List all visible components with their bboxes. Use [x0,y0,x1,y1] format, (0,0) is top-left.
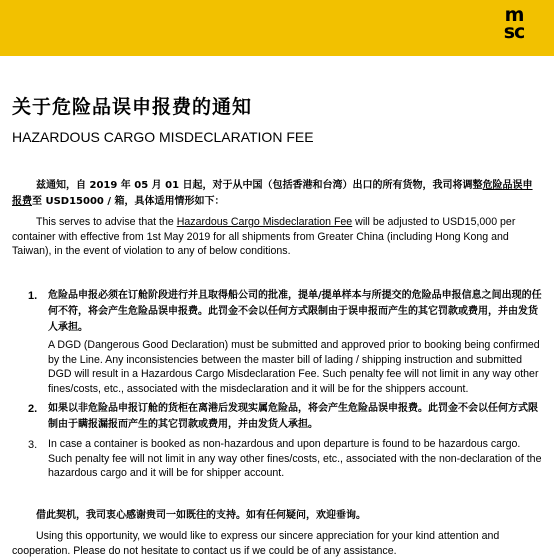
msc-logo: m sc [503,4,525,43]
item-1-english: A DGD (Dangerous Good Declaration) must be submitted and approved prior to booking being confirmed by the Line. Any inconsistencies between the master bill of lading / shipping instruction and submitted DGD will result in a Hazardous Cargo Misdeclaration Fee. Such penalty fee will not limit in any way other fines/costs, etc., associated with the misdeclaration and it will be for the shippers account. [48,339,540,395]
intro-paragraph-english: This serves to advise that the Hazardous Cargo Misdeclaration Fee will be adjusted to USD15,000 per container with effective from 1st May 2019 for all shipments from Greater China (including Hong Kong and Taiwan), in the event of violation to any of below conditions. [12,216,516,258]
item-number: 3. [28,439,38,451]
item-number: 1. [28,290,38,302]
closing-chinese: 借此契机，我司衷心感谢贵司一如既往的支持。如有任何疑问，欢迎垂询。 [36,510,366,521]
page-title-chinese: 关于危险品误申报费的通知 [12,96,253,118]
item-number: 2. [28,403,38,415]
item-3-english: In case a container is booked as non-hazardous and upon departure is found to be hazardous cargo. Such penalty fee will not limit in any way other fines/costs, etc., associated with the non-declaration of the hazardous cargo and it will be for shipper account. [48,438,542,480]
page-title-english: HAZARDOUS CARGO MISDECLARATION FEE [12,129,314,145]
item-2-chinese: 如果以非危险品申报订舱的货柜在离港后发现实属危险品，将会产生危险品误申报费。此罚金不会以任何方式限制由于瞒报漏报而产生的其它罚款或费用，并由发货人承担。 [48,403,538,430]
intro-paragraph-chinese: 兹通知，自 2019 年 05 月 01 日起，对于从中国（包括香港和台湾）出口的所有货物，我司将调整危险品误申报费至 USD15000 / 箱，具体适用情形如下： [12,180,533,207]
closing-english: Using this opportunity, we would like to express our sincere appreciation for your kind attention and cooperation. Please do not hesitate to contact us if we could be of any assistance. [12,530,500,557]
header-banner [0,0,554,56]
item-1-chinese: 危险品申报必须在订舱阶段进行并且取得船公司的批准，提单/提单样本与所提交的危险品申报信息之间出现的任何不符，将会产生危险品误申报费。此罚金不会以任何方式限制由于误申报而产生的其它罚款或费用，并由发货人承担。 [48,290,542,333]
